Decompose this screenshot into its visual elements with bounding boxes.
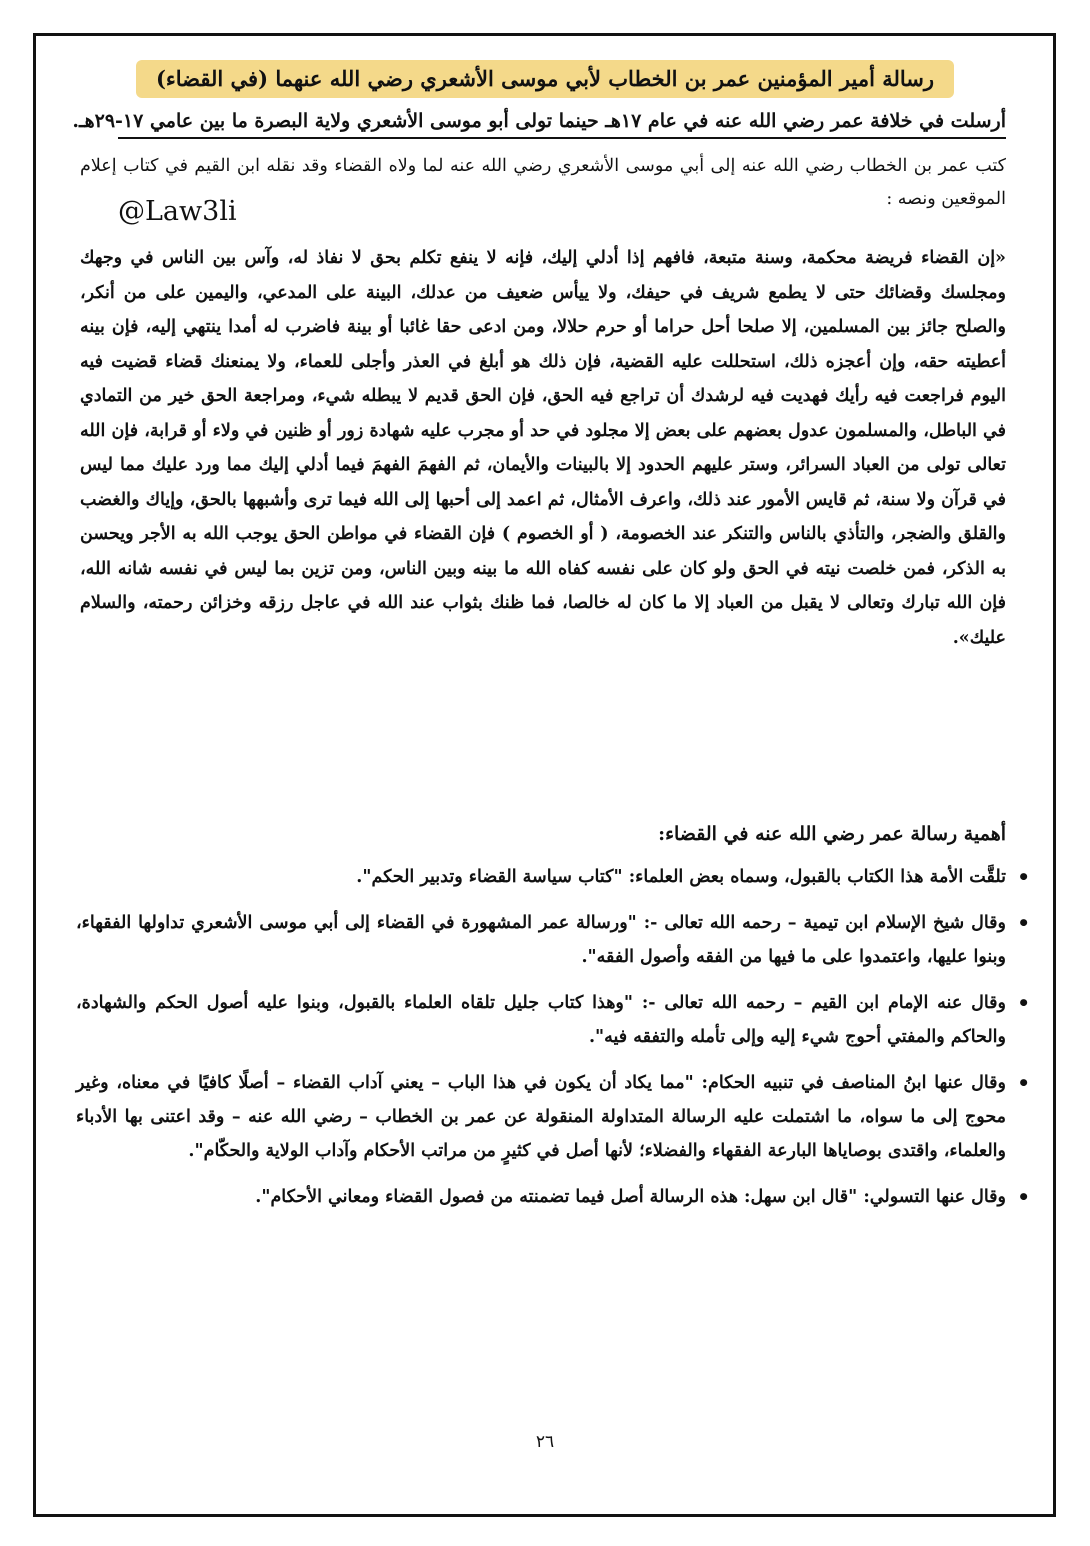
- list-item: • تلقَّت الأمة هذا الكتاب بالقبول، وسماه بعض العلماء: "كتاب سياسة القضاء وتدبير الحكم".: [76, 860, 1030, 894]
- list-item: • وقال شيخ الإسلام ابن تيمية – رحمه الله تعالى -: "ورسالة عمر المشهورة في القضاء إلى أبي موسى الأشعري تداولها الفقهاء، وبنوا عليها، واعتمدوا على ما فيها من الفقه وأصول الفقه".: [76, 906, 1030, 974]
- list-item: • وقال عنه الإمام ابن القيم – رحمه الله تعالى -: "وهذا كتاب جليل تلقاه العلماء بالقبول، وبنوا عليه أصول الحكم والشهادة، والحاكم والمفتي أحوج شيء إليه وإلى تأمله والتفقه فيه".: [76, 986, 1030, 1054]
- page-number: ٢٦: [535, 1432, 555, 1452]
- intro-line: أرسلت في خلافة عمر رضي الله عنه في عام ١٧هـ حينما تولى أبو موسى الأشعري ولاية البصرة ما بين عامي ١٧-٢٩هـ.: [72, 110, 1006, 132]
- intro-paragraph: كتب عمر بن الخطاب رضي الله عنه إلى أبي موسى الأشعري رضي الله عنه لما ولاه القضاء وقد نقله ابن القيم في كتاب إعلام الموقعين ونصه :: [80, 156, 1006, 209]
- author-handle: @Law3li: [118, 196, 237, 227]
- importance-list: [76, 860, 1030, 1226]
- intro-underline: [118, 137, 1006, 139]
- page-title: رسالة أمير المؤمنين عمر بن الخطاب لأبي موسى الأشعري رضي الله عنهما (في القضاء): [136, 60, 954, 98]
- letter-text: «إن القضاء فريضة محكمة، وسنة متبعة، فافهم إذا أدلي إليك، فإنه لا ينفع تكلم بحق لا نفاذ له، وآس بين الناس في وجهك ومجلسك وقضائك حتى لا يطمع شريف في حيفك، ولا ييأس ضعيف من عدلك، البينة على المدعي، واليمين على من أنكر، والصلح جائز بين المسلمين، إلا صلحا أحل حراما أو حرم حلالا، ومن ادعى حقا غائبا أو بينة فاضرب له أمدا ينتهي إليه، فإن بينه أعطيته حقه، وإن أعجزه ذلك، استحللت عليه القضية، فإن ذلك هو أبلغ في العذر وأجلى للعماء، ولا يمنعنك قضاء قضيت فيه اليوم فراجعت فيه رأيك فهديت فيه لرشدك أن تراجع فيه الحق، فإن الحق قديم لا يبطله شيء، ومراجعة الحق خير من التمادي في الباطل، والمسلمون عدول بعضهم على بعض إلا مجلود في حد أو مجرب عليه شهادة زور أو ظنين في ولاء أو قرابة، فإن الله تعالى تولى من العباد السرائر، وستر عليهم الحدود إلا بالبينات والأيمان، ثم الفهمَ الفهمَ فيما أدلي إليك مما ورد عليك مما ليس في قرآن ولا سنة، ثم قايس الأمور عند ذلك، واعرف الأمثال، ثم اعمد إلى أحبها إلى الله فيما ترى وأشبهها بالحق، وإياك والغضب والقلق والضجر، والتأذي بالناس والتنكر عند الخصومة، ( أو الخصوم ) فإن القضاء في مواطن الحق يوجب الله به الأجر ويحسن به الذكر، فمن خلصت نيته في الحق ولو كان على نفسه كفاه الله ما بينه وبين الناس، ومن تزين بما ليس في نفسه شانه الله، فإن الله تبارك وتعالى لا يقبل من العباد إلا ما كان له خالصا، فما ظنك بثواب عند الله في عاجل رزقه وخزائن رحمته، والسلام عليك».: [80, 248, 1006, 648]
- section-title: أهمية رسالة عمر رضي الله عنه في القضاء:: [658, 823, 1006, 845]
- list-item: • وقال عنها ابنُ المناصف في تنبيه الحكام: "مما يكاد أن يكون في هذا الباب – يعني آداب القضاء – أصلًا كافيًا في معناه، وغير محوج إلى ما سواه، ما اشتملت عليه الرسالة المتداولة المنقولة عن عمر بن الخطاب – رضي الله عنه – وقد اعتنى بها الأدباء والعلماء، واقتدى بوصاياها البارعة الفقهاء والفضلاء؛ لأنها أصل في كثيرٍ من مراتب الأحكام وآداب الولاية والحكّام".: [76, 1066, 1030, 1168]
- list-item: • وقال عنها التسولي: "قال ابن سهل: هذه الرسالة أصل فيما تضمنته من فصول القضاء ومعاني الأحكام".: [76, 1180, 1030, 1214]
- title-container: [0, 60, 1090, 98]
